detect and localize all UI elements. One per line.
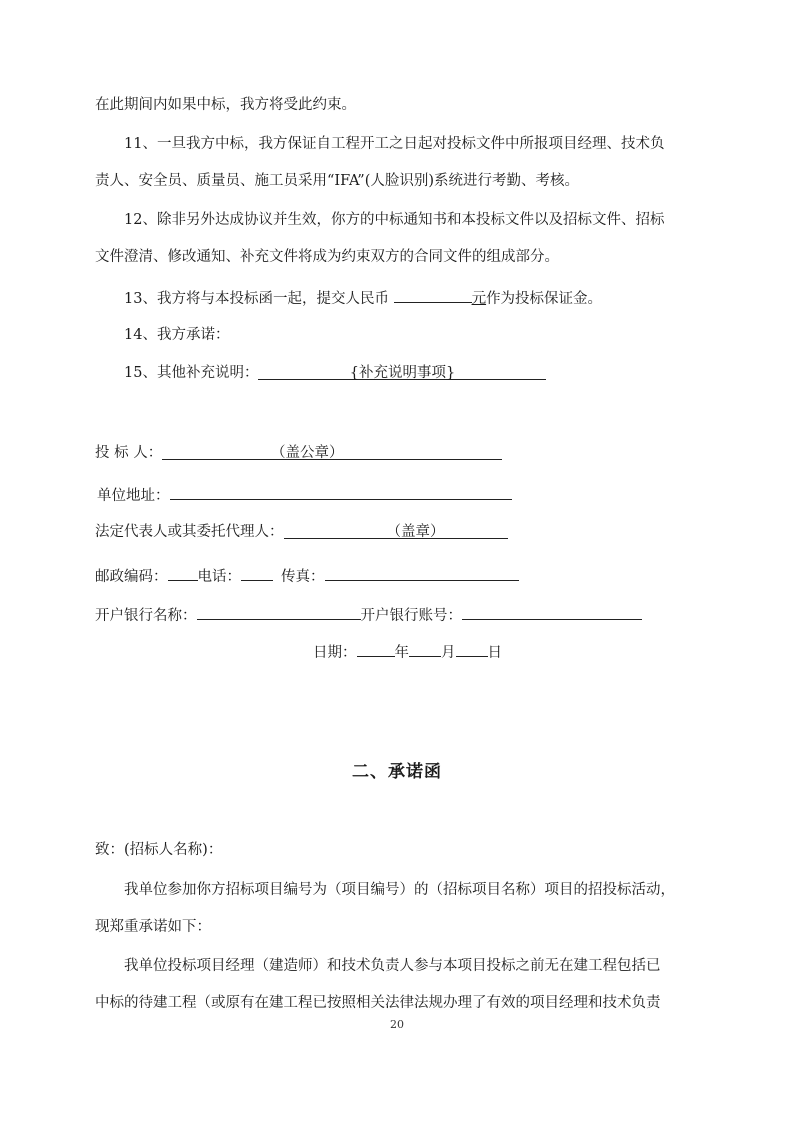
month-label: 月 (441, 645, 456, 661)
paragraph-13 (124, 286, 602, 309)
commitment-paragraph-2-line-2: 中标的待建工程（或原有在建工程已按照相关法律法规办理了有效的项目经理和技术负责 (95, 995, 661, 1011)
day-label: 日 (487, 645, 502, 661)
fax-field[interactable] (325, 564, 519, 581)
bank-name-field[interactable] (197, 603, 361, 620)
deposit-amount-field[interactable] (394, 286, 472, 303)
representative-label: 法定代表人或其委托代理人： (95, 524, 284, 540)
paragraph-12-line-2: 文件澄清、修改通知、补充文件将成为约束双方的合同文件的组成部分。 (95, 249, 559, 265)
bidder-field[interactable] (162, 443, 502, 460)
day-field[interactable] (456, 640, 488, 657)
deposit-unit: 元 (471, 291, 487, 307)
month-field[interactable] (409, 640, 441, 657)
fax-label: 传真： (281, 569, 325, 585)
bidder-label: 投 标 人： (95, 445, 163, 461)
year-label: 年 (394, 645, 409, 661)
date-label: 日期： (313, 645, 357, 661)
paragraph-15-label: 15、其他补充说明： (124, 365, 259, 381)
bank-account-field[interactable] (462, 603, 642, 620)
postcode-label: 邮政编码： (95, 569, 168, 585)
commitment-paragraph-1-line-1: 我单位参加你方招标项目编号为（项目编号）的（招标项目名称）项目的招投标活动， (124, 882, 675, 898)
bank-account-label: 开户银行账号： (360, 608, 462, 624)
postcode-field[interactable] (168, 564, 198, 581)
section-title: 二、承诺函 (352, 762, 442, 782)
contact-row (95, 564, 519, 587)
paragraph-11-line-2: 责人、安全员、质量员、施工员采用“IFA”(人脸识别)系统进行考勤、考核。 (95, 173, 580, 189)
address-field[interactable] (170, 483, 512, 500)
paragraph-10-continuation: 在此期间内如果中标，我方将受此约束。 (95, 97, 356, 113)
representative-row (95, 522, 508, 542)
bidder-seal-note: （盖公章） (270, 445, 344, 461)
bank-row (95, 603, 642, 626)
paragraph-13-prefix: 13、我方将与本投标函一起，提交人民币 (124, 291, 394, 307)
address-row (95, 483, 512, 506)
paragraph-12-line-1: 12、除非另外达成协议并生效，你方的中标通知书和本投标文件以及招标文件、招标 (124, 212, 665, 228)
date-row (313, 640, 502, 663)
bidder-row (95, 443, 502, 463)
supplementary-notes-field[interactable] (258, 363, 546, 380)
paragraph-11-line-1: 11、一旦我方中标，我方保证自工程开工之日起对投标文件中所报项目经理、技术负 (124, 136, 665, 152)
page-number: 20 (390, 1018, 404, 1031)
paragraph-14: 14、我方承诺： (124, 327, 230, 343)
representative-seal-note: （盖章） (386, 524, 445, 540)
commitment-paragraph-1-line-2: 现郑重承诺如下： (95, 919, 211, 935)
year-field[interactable] (357, 640, 395, 657)
representative-field[interactable] (284, 522, 508, 539)
supplementary-notes-placeholder: {补充说明事项} (349, 365, 456, 381)
phone-field[interactable] (241, 564, 273, 581)
addressee: 致：(招标人名称)： (95, 842, 223, 858)
paragraph-13-suffix: 作为投标保证金。 (486, 291, 603, 307)
bank-name-label: 开户银行名称： (95, 608, 197, 624)
phone-label: 电话： (197, 569, 241, 585)
commitment-paragraph-2-line-1: 我单位投标项目经理（建造师）和技术负责人参与本项目投标之前无在建工程包括已 (124, 958, 661, 974)
paragraph-15 (124, 363, 546, 383)
address-label: 单位地址： (97, 488, 170, 504)
